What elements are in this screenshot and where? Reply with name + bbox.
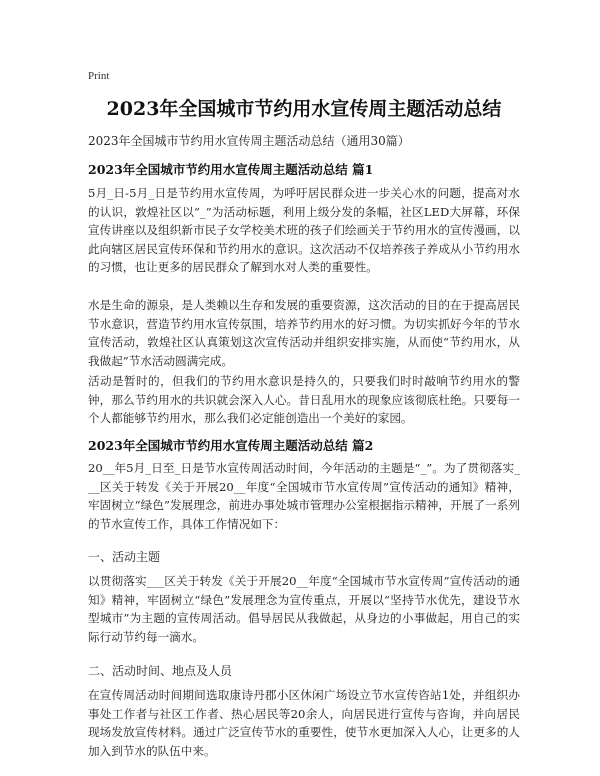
section-1-paragraph-1: 5月_日-5月_日是节约用水宣传周，为呼吁居民群众进一步关心水的问题，提高对水的认识，敦煌社区以“_”为活动标题，利用上级分发的条幅，社区LED大屏幕，环保宣传讲座以及组织新市民子女学校美术班的孩子们绘画关于节约用水的宣传漫画，以此向辖区居民宣传环保和节约用水的意识。这次活动不仅培养孩子养成从小节约用水的习惯，也让更多的居民群众了解到水对人类的重要性。 bbox=[88, 186, 520, 275]
section-2-paragraph-1: 20__年5月_日至_日是节水宣传周活动时间，今年活动的主题是“_”。为了贯彻落实___区关于转发《关于开展20__年度“全国城市节水宣传周”宣传活动的通知》精神，牢固树立“绿色”发展理念，前进办事处城市管理办公室根据指示精神，开展了一系列的节水宣传工作，具体工作情况如下： bbox=[88, 461, 520, 531]
section-1-paragraph-3: 活动是暂时的，但我们的节约用水意识是持久的，只要我们时时敲响节约用水的警钟，那么节约用水的共识就会深入人心。昔日乱用水的现象应该彻底杜绝。只要每一个人都能够节约用水，那么我们必定能创造出一个美好的家园。 bbox=[88, 374, 520, 426]
section-2-paragraph-2: 以贯彻落实___区关于转发《关于开展20__年度“全国城市节水宣传周”宣传活动的通知》精神，牢固树立“绿色”发展理念为宣传重点，开展以“坚持节水优先，建设节水型城市”为主题的宣传周活动。倡导居民从我做起，从身边的小事做起，用自己的实际行动节约每一滴水。 bbox=[88, 574, 520, 644]
section-1-paragraph-2: 水是生命的源泉，是人类赖以生存和发展的重要资源，这次活动的目的在于提高居民节水意识，营造节约用水宣传氛围，培养节约用水的好习惯。为切实抓好今年的节水宣传活动，敦煌社区认真策划这次宣传活动并组织安排实施，从而使“节约用水，从我做起”节水活动圆满完成。 bbox=[88, 298, 520, 368]
print-label[interactable]: Print bbox=[88, 70, 110, 82]
document-title: 2023年全国城市节约用水宣传周主题活动总结 bbox=[106, 98, 502, 120]
section-2-subheading-1: 一、活动主题 bbox=[88, 550, 161, 564]
section-2-subheading-2: 二、活动时间、地点及人员 bbox=[88, 664, 233, 678]
section-2-paragraph-3: 在宣传周活动时间期间选取康诗丹郡小区休闲广场设立节水宣传咨站1处，并组织办事处工作者与社区工作者、热心居民等20余人，向居民进行宣传与咨询，并向居民现场发放宣传材料。通过广泛宣传节水的重要性，使节水更加深入人心，让更多的人加入到节水的队伍中来。 bbox=[88, 688, 520, 758]
section-2-heading: 2023年全国城市节约用水宣传周主题活动总结 篇2 bbox=[88, 438, 374, 453]
section-1-heading: 2023年全国城市节约用水宣传周主题活动总结 篇1 bbox=[88, 162, 374, 177]
document-subtitle: 2023年全国城市节约用水宣传周主题活动总结（通用30篇） bbox=[88, 134, 410, 148]
